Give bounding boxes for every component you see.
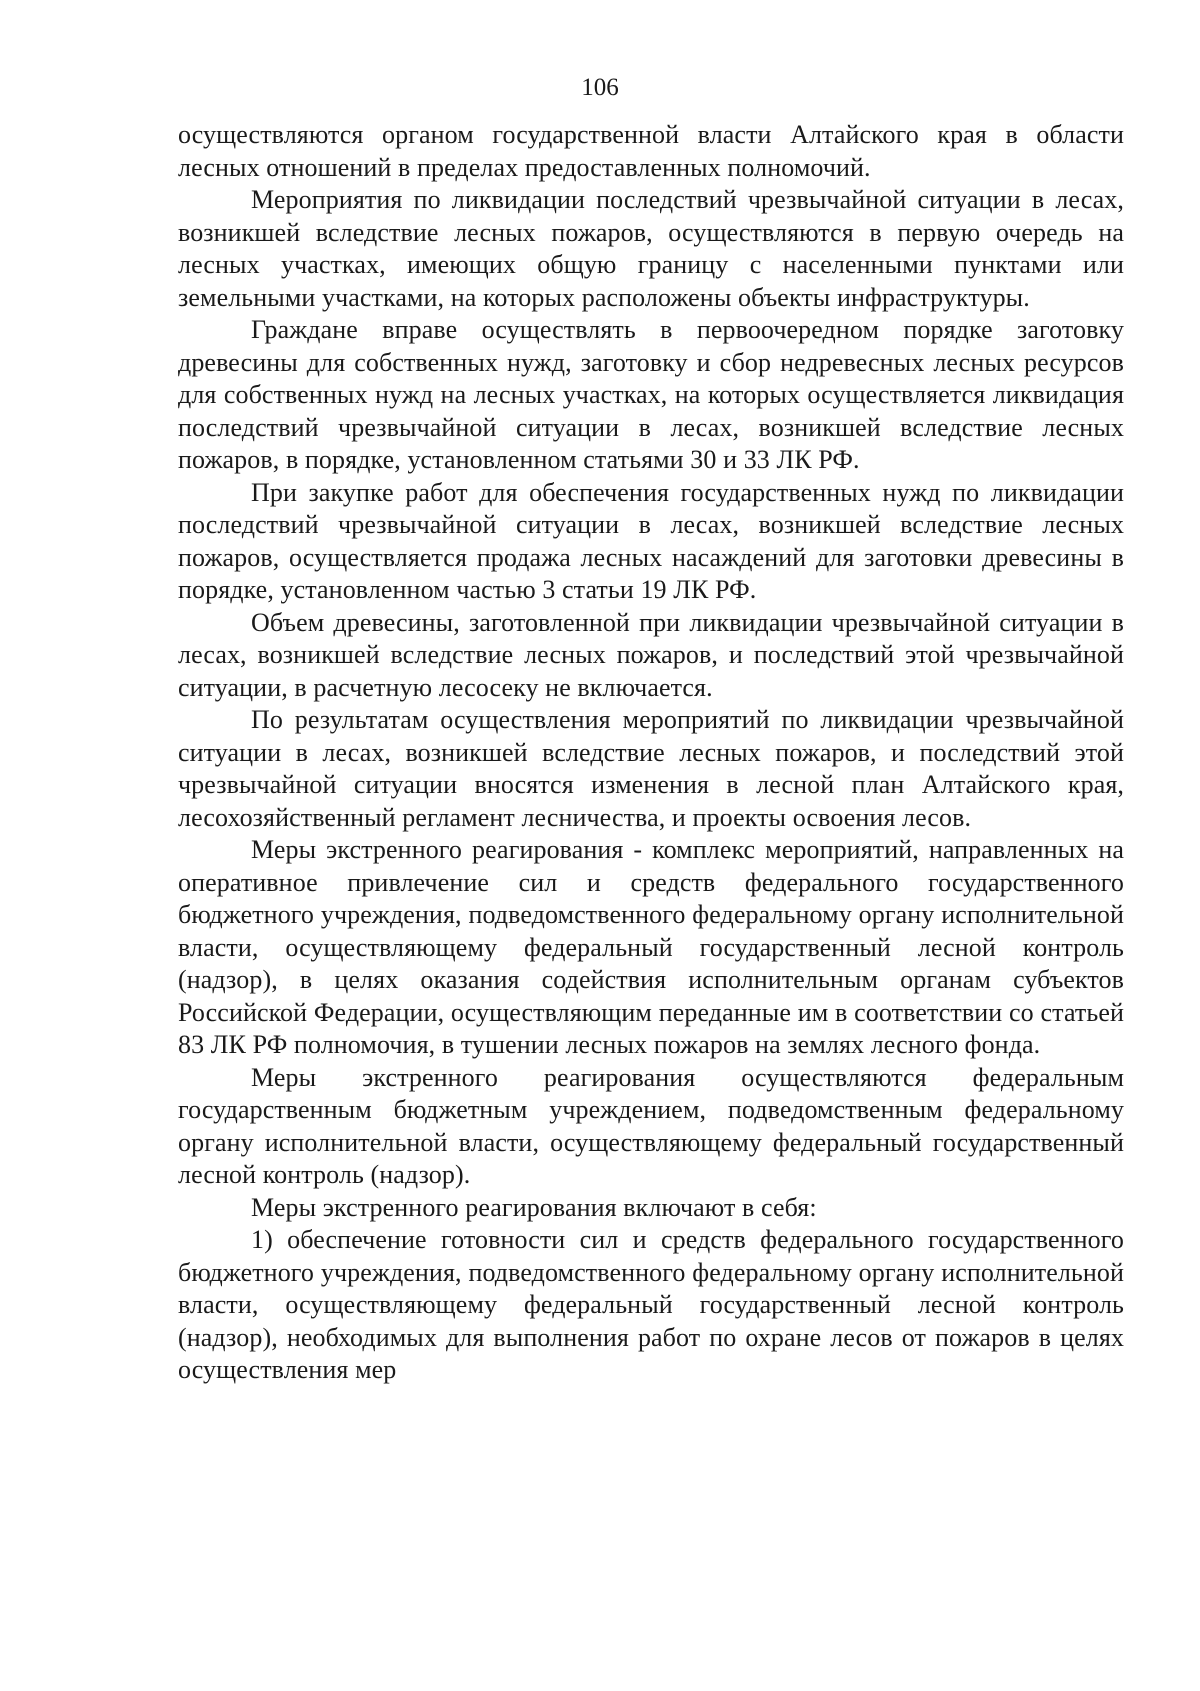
paragraph: Меры экстренного реагирования - комплекс мероприятий, направленных на оперативное привлечение сил и средств федерального государственного бюджетного учреждения, подведомственного федеральному органу исполнительной власти, осуществляющему федеральный государственный лесной контроль (надзор), в целях оказания содействия исполнительным органам субъектов Российской Федерации, осуществляющим переданные им в соответствии со статьей 83 ЛК РФ полномочия, в тушении лесных пожаров на землях лесного фонда. <box>178 835 1124 1059</box>
paragraph: Меры экстренного реагирования включают в себя: <box>251 1192 817 1222</box>
page-number: 106 <box>581 74 619 101</box>
paragraph-continuation: осуществляются органом государственной власти Алтайского края в области лесных отношений в пределах предоставленных полномочий. <box>178 120 1124 182</box>
paragraph: По результатам осуществления мероприятий по ликвидации чрезвычайной ситуации в лесах, возникшей вследствие лесных пожаров, и последствий этой чрезвычайной ситуации вносятся изменения в лесной план Алтайского края, лесохозяйственный регламент лесничества, и проекты освоения лесов. <box>178 705 1124 832</box>
paragraph: Меры экстренного реагирования осуществляются федеральным государственным бюджетным учреждением, подведомственным федеральному органу исполнительной власти, осуществляющему федеральный государственный лесной контроль (надзор). <box>178 1062 1124 1189</box>
paragraph: При закупке работ для обеспечения государственных нужд по ликвидации последствий чрезвычайной ситуации в лесах, возникшей вследствие лесных пожаров, осуществляется продажа лесных насаждений для заготовки древесины в порядке, установленном частью 3 статьи 19 ЛК РФ. <box>178 477 1124 604</box>
list-item: 1) обеспечение готовности сил и средств федерального государственного бюджетного учреждения, подведомственного федеральному органу исполнительной власти, осуществляющему федеральный государственный лесной контроль (надзор), необходимых для выполнения работ по охране лесов от пожаров в целях осуществления мер <box>178 1225 1124 1384</box>
paragraph: Граждане вправе осуществлять в первоочередном порядке заготовку древесины для собственных нужд, заготовку и сбор недревесных лесных ресурсов для собственных нужд на лесных участках, на которых осуществляется ликвидация последствий чрезвычайной ситуации в лесах, возникшей вследствие лесных пожаров, в порядке, установленном статьями 30 и 33 ЛК РФ. <box>178 315 1124 474</box>
paragraph: Объем древесины, заготовленной при ликвидации чрезвычайной ситуации в лесах, возникшей вследствие лесных пожаров, и последствий этой чрезвычайной ситуации, в расчетную лесосеку не включается. <box>178 607 1124 702</box>
paragraph: Мероприятия по ликвидации последствий чрезвычайной ситуации в лесах, возникшей вследствие лесных пожаров, осуществляются в первую очередь на лесных участках, имеющих общую границу с населенными пунктами или земельными участками, на которых расположены объекты инфраструктуры. <box>178 185 1124 312</box>
document-body <box>178 119 1124 1387</box>
